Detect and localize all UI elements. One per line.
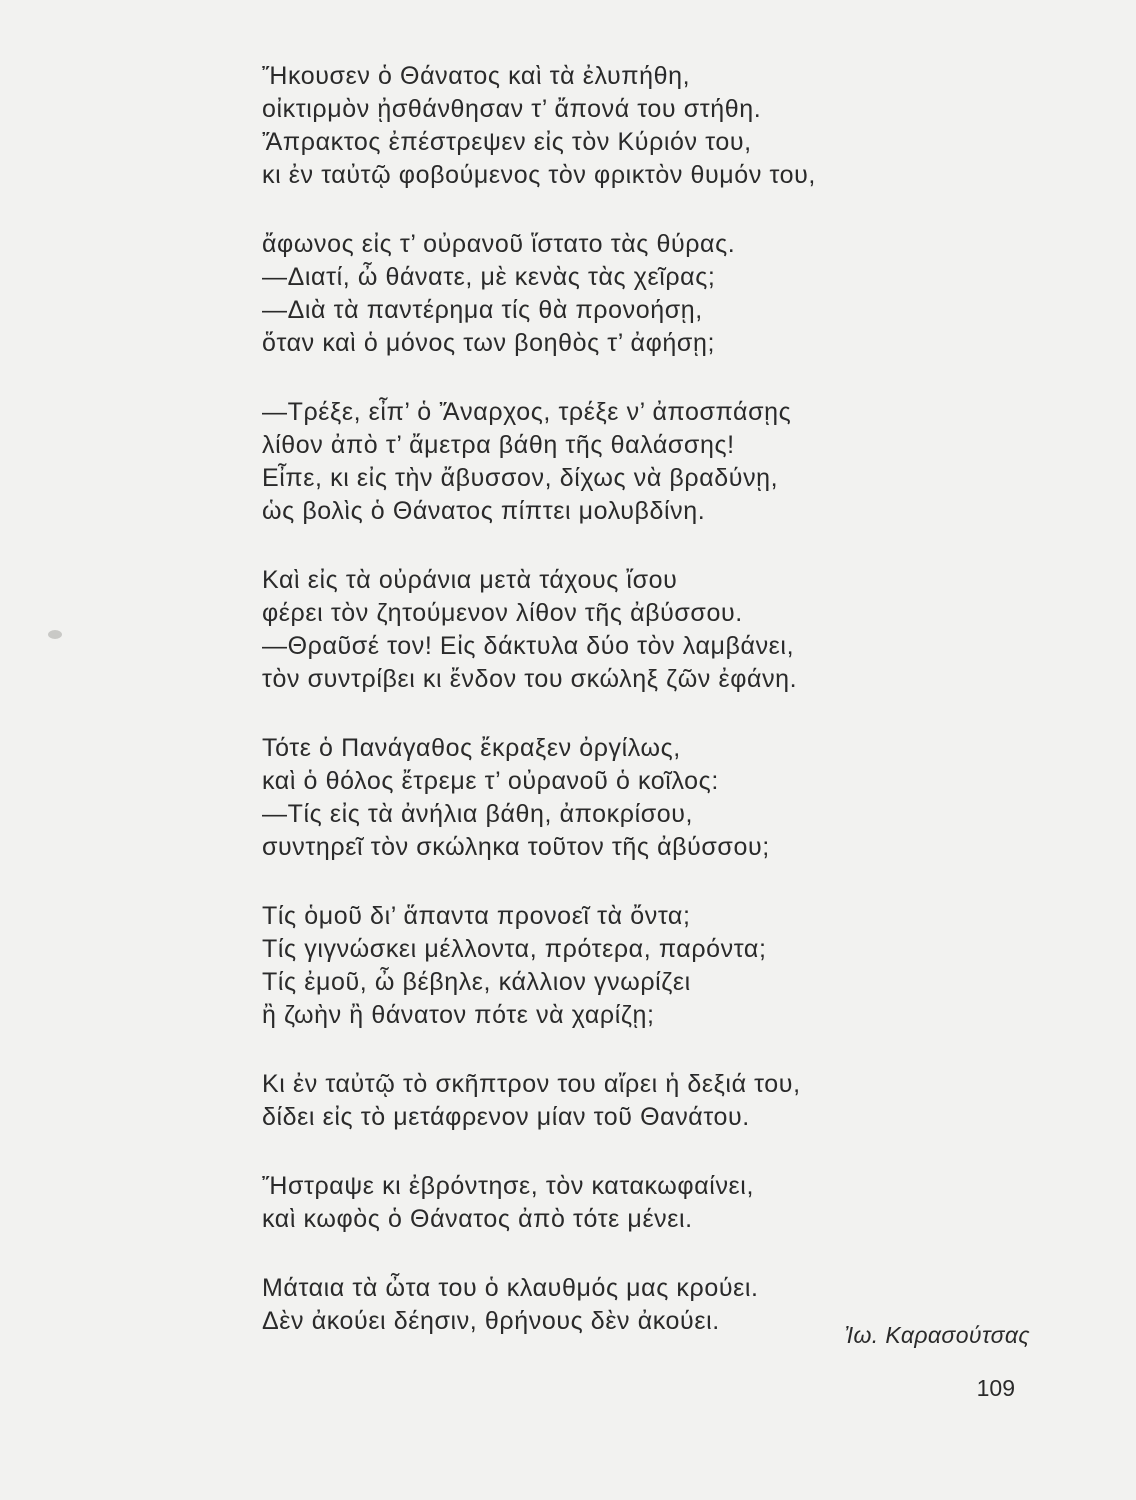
poem-line: δίδει εἰς τὸ μετάφρενον μίαν τοῦ Θανάτου. — [262, 1103, 750, 1131]
poem-line: Ἄπρακτος ἐπέστρεψεν εἰς τὸν Κύριόν του, — [262, 128, 752, 156]
poem-line: Τίς ἐμοῦ, ὦ βέβηλε, κάλλιον γνωρίζει — [262, 968, 691, 996]
poem-line: Τίς γιγνώσκει μέλλοντα, πρότερα, παρόντα; — [262, 935, 767, 963]
page-number: 109 — [976, 1375, 1015, 1401]
poem-line: Τότε ὁ Πανάγαθος ἔκραξεν ὀργίλως, — [262, 734, 681, 762]
paper-speck — [48, 630, 62, 639]
poem-line: κι ἐν ταὐτῷ φοβούμενος τὸν φρικτὸν θυμόν του, — [262, 161, 816, 189]
poem-line: Κι ἐν ταὐτῷ τὸ σκῆπτρον του αἴρει ἡ δεξιά του, — [262, 1070, 801, 1098]
poem-line: ἄφωνος εἰς τ’ οὐρανοῦ ἵστατο τὰς θύρας. — [262, 230, 736, 258]
author-signature: Ἰω. Καρασούτσας — [844, 1322, 1030, 1348]
poem-line: φέρει τὸν ζητούμενον λίθον τῆς ἀβύσσου. — [262, 599, 743, 627]
stanza — [262, 900, 902, 1032]
stanza — [262, 1068, 902, 1134]
poem-line: Δὲν ἀκούει δέησιν, θρήνους δὲν ἀκούει. — [262, 1307, 720, 1335]
poem-line: οἰκτιρμὸν ᾐσθάνθησαν τ’ ἄπονά του στήθη. — [262, 95, 762, 123]
poem-line: Καὶ εἰς τὰ οὐράνια μετὰ τάχους ἴσου — [262, 566, 678, 594]
poem-line: —Διὰ τὰ παντέρημα τίς θὰ προνοήσῃ, — [262, 296, 703, 324]
poem-line: καὶ κωφὸς ὁ Θάνατος ἀπὸ τότε μένει. — [262, 1205, 693, 1233]
poem-line: —Θραῦσέ τον! Εἰς δάκτυλα δύο τὸν λαμβάνει, — [262, 632, 795, 660]
stanza — [262, 228, 902, 360]
poem-line: καὶ ὁ θόλος ἔτρεμε τ’ οὐρανοῦ ὁ κοῖλος: — [262, 767, 719, 795]
stanza — [262, 1272, 902, 1338]
poem-line: ὡς βολὶς ὁ Θάνατος πίπτει μολυβδίνη. — [262, 497, 706, 525]
poem-line: τὸν συντρίβει κι ἔνδον του σκώληξ ζῶν ἐφάνη. — [262, 665, 798, 693]
stanza — [262, 60, 902, 192]
stanza — [262, 564, 902, 696]
stanza — [262, 732, 902, 864]
poem-line: Ἤστραψε κι ἐβρόντησε, τὸν κατακωφαίνει, — [262, 1172, 754, 1200]
poem-line: —Διατί, ὦ θάνατε, μὲ κενὰς τὰς χεῖρας; — [262, 263, 716, 291]
poem-line: Μάταια τὰ ὦτα του ὁ κλαυθμός μας κρούει. — [262, 1274, 759, 1302]
poem-line: ὅταν καὶ ὁ μόνος των βοηθὸς τ’ ἀφήσῃ; — [262, 329, 715, 357]
poem-line: Ἤκουσεν ὁ Θάνατος καὶ τὰ ἐλυπήθη, — [262, 62, 691, 90]
poem-line: λίθον ἀπὸ τ’ ἄμετρα βάθη τῆς θαλάσσης! — [262, 431, 735, 459]
stanza — [262, 396, 902, 528]
poem-line: ἢ ζωὴν ἢ θάνατον πότε νὰ χαρίζῃ; — [262, 1001, 655, 1029]
poem — [262, 60, 902, 1374]
stanza — [262, 1170, 902, 1236]
poem-line: συντηρεῖ τὸν σκώληκα τοῦτον τῆς ἀβύσσου; — [262, 833, 770, 861]
poem-line: Τίς ὁμοῦ δι’ ἅπαντα προνοεῖ τὰ ὄντα; — [262, 902, 691, 930]
poem-line: Εἶπε, κι εἰς τὴν ἄβυσσον, δίχως νὰ βραδύνῃ, — [262, 464, 779, 492]
poem-line: —Τρέξε, εἶπ’ ὁ Ἄναρχος, τρέξε ν’ ἀποσπάσῃς — [262, 398, 792, 426]
poem-line: —Τίς εἰς τὰ ἀνήλια βάθη, ἀποκρίσου, — [262, 800, 694, 828]
